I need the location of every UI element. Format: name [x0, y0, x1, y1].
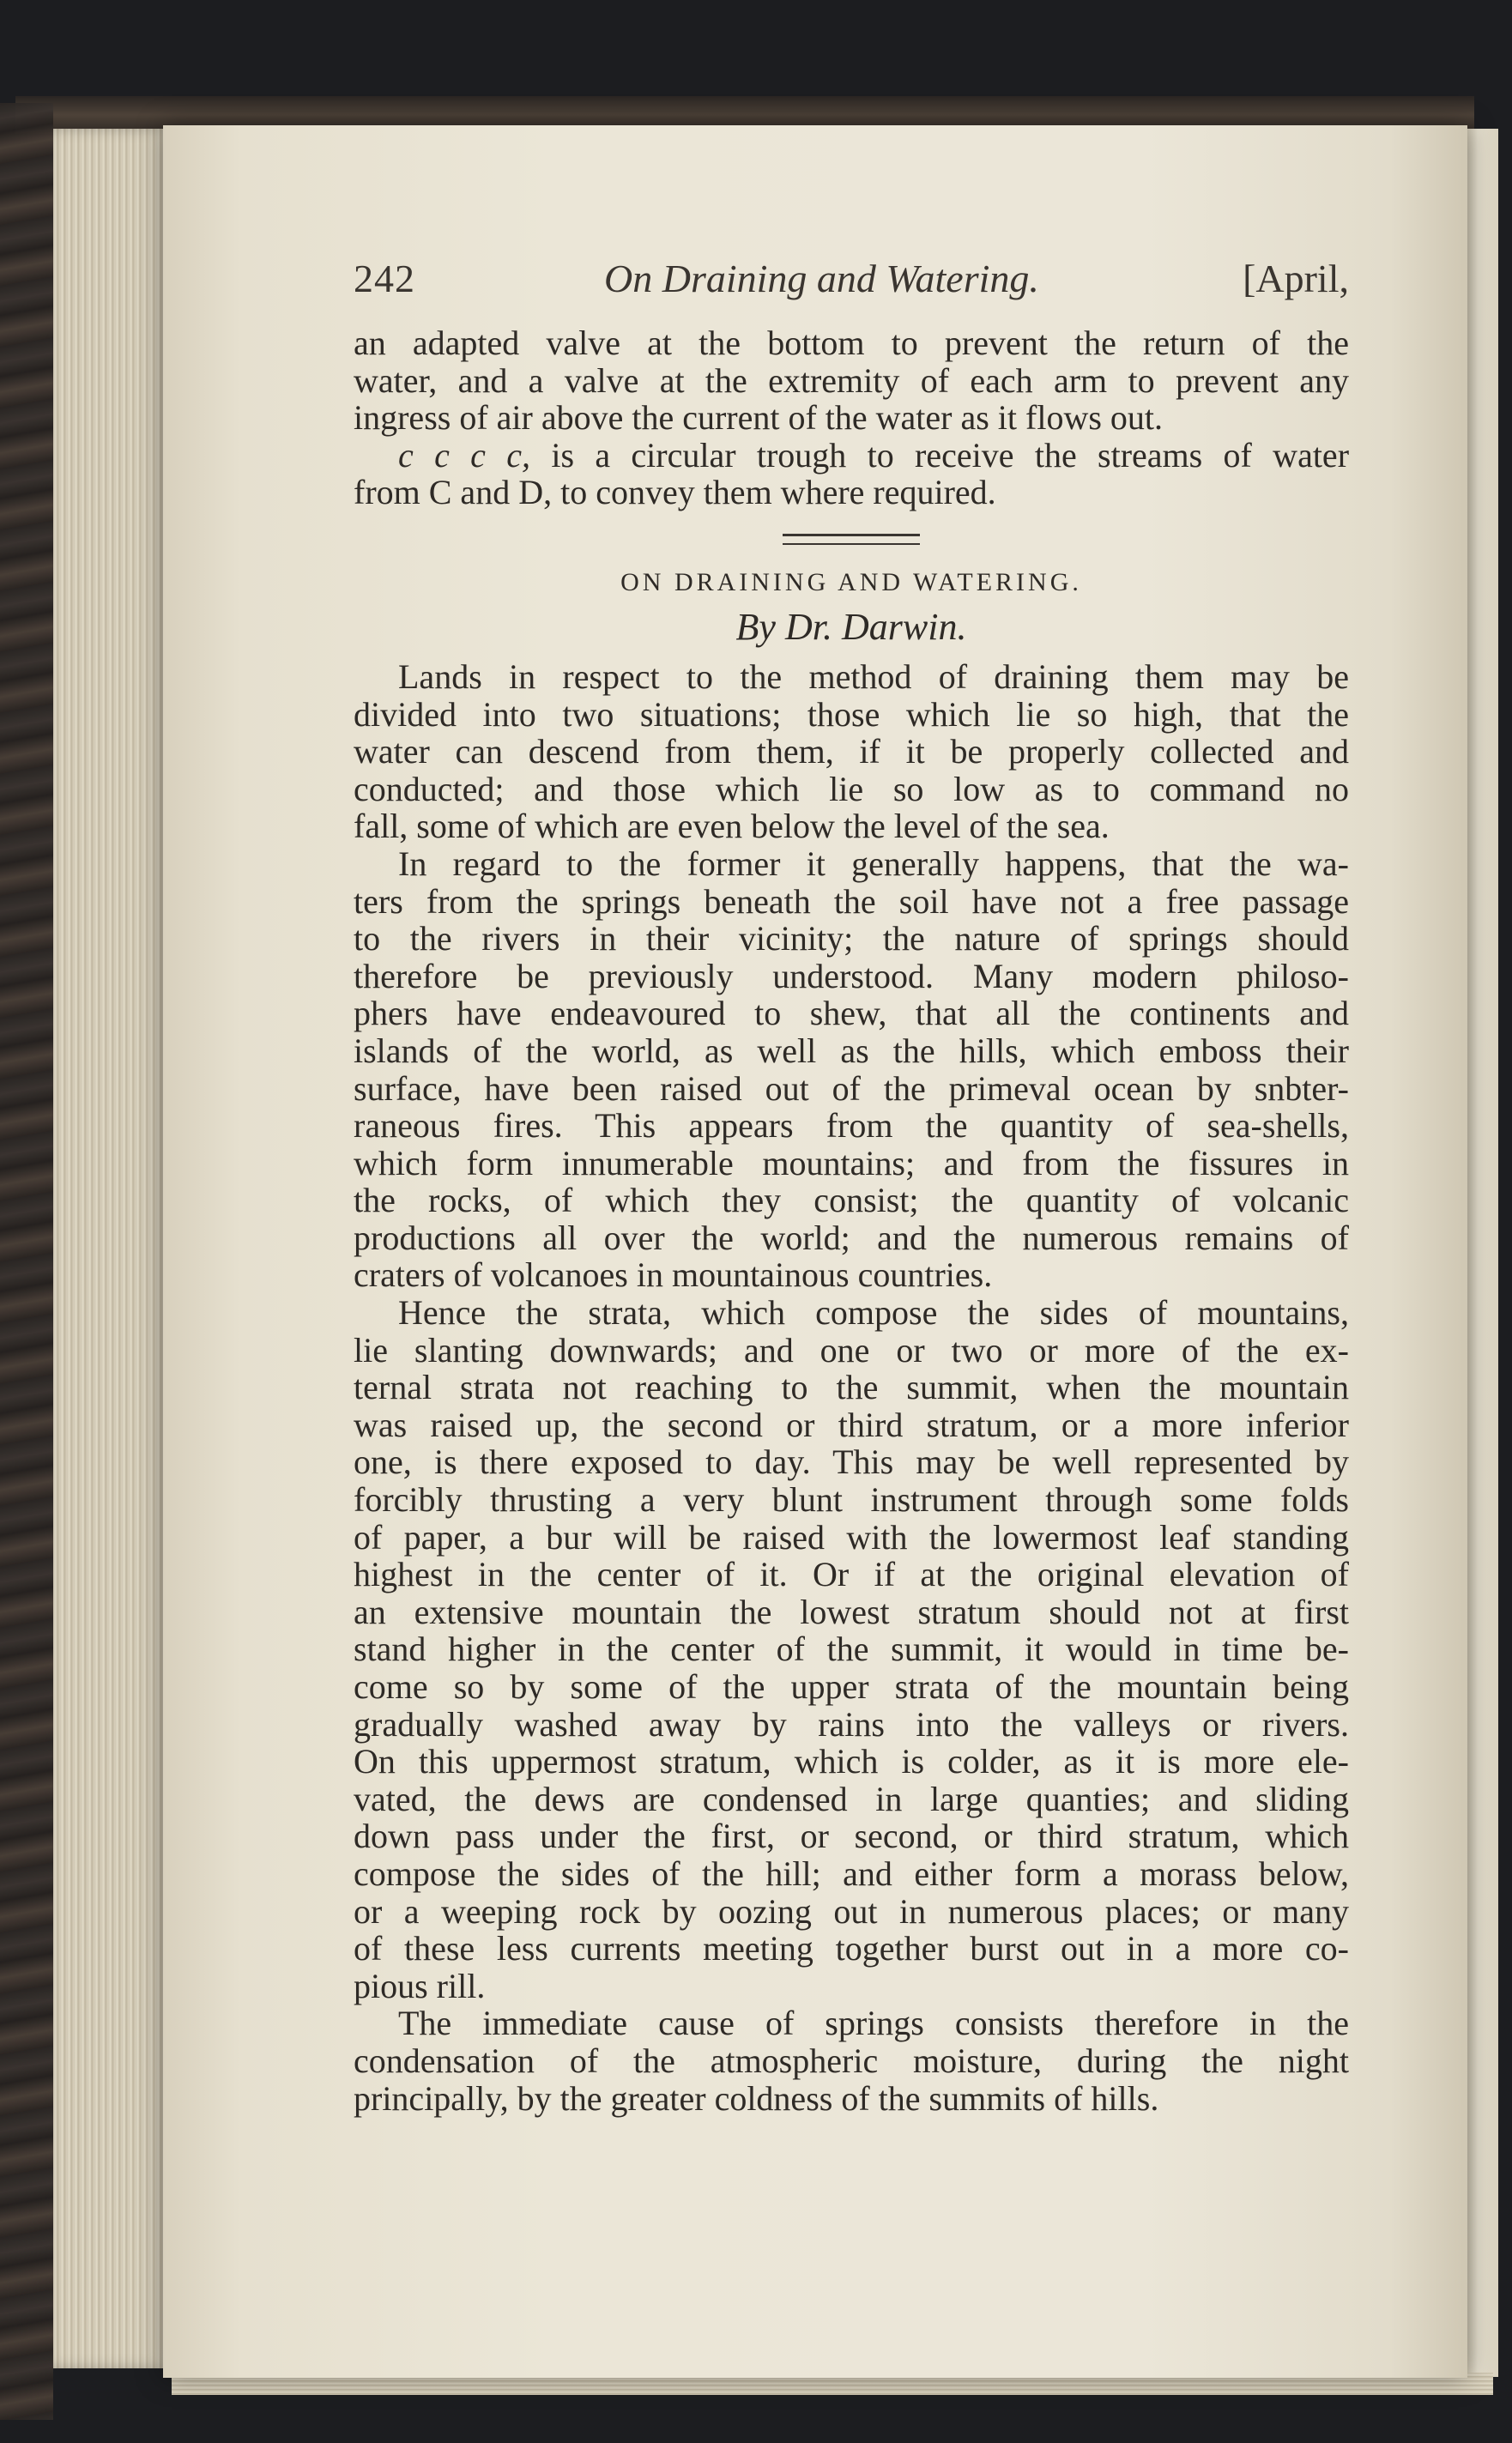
text-line: Hence the strata, which compose the sides of mountains,: [398, 1293, 1349, 1333]
paragraph: [354, 845, 1349, 1294]
text-line: gradually washed away by rains into the valleys or rivers.: [354, 1704, 1349, 1744]
text-line: compose the sides of the hill; and either form a morass below,: [354, 1853, 1349, 1893]
text-line: divided into two situations; those which lie so high, that the: [354, 694, 1349, 734]
paragraph: [354, 658, 1349, 845]
text-line: condensation of the atmospheric moisture, during the night: [354, 2041, 1349, 2080]
text-line: an extensive mountain the lowest stratum should not at first: [354, 1592, 1349, 1631]
page-number: 242: [354, 257, 415, 300]
text-line: [354, 437, 1349, 475]
text-line: principally, by the greater coldness of the summits of hills.: [354, 2078, 1159, 2118]
text-line: In regard to the former it generally happens, that the wa-: [398, 844, 1349, 883]
text-line: was raised up, the second or third stratum, or a more inferior: [354, 1405, 1349, 1444]
text-line: of paper, a bur will be raised with the lowermost leaf standing: [354, 1517, 1349, 1557]
text-line: productions all over the world; and the numerous remains of: [354, 1218, 1349, 1257]
text-line: an adapted valve at the bottom to prevent the return of the: [354, 324, 1349, 362]
section-title: ON DRAINING AND WATERING.: [620, 567, 1082, 596]
text-line: ingress of air above the current of the water as it flows out.: [354, 398, 1164, 438]
intro-paragraph: [354, 324, 1349, 437]
running-head: [354, 249, 1349, 309]
text-line: lie slanting downwards; and one or two or more of the ex-: [354, 1330, 1349, 1370]
left-page-edges: [53, 129, 173, 2368]
text-line: ternal strata not reaching to the summit, when the mountain: [354, 1368, 1349, 1407]
text-line: or a weeping rock by oozing out in numerous places; or many: [354, 1891, 1349, 1931]
text-line: phers have endeavoured to shew, that all the continents and: [354, 994, 1349, 1033]
section-byline: By Dr. Darwin.: [735, 605, 967, 648]
text-line: highest in the center of it. Or if at the original elevation of: [354, 1555, 1349, 1594]
right-page-edge: [1464, 129, 1498, 2377]
text-line: craters of volcanoes in mountainous countries.: [354, 1255, 993, 1295]
text-line: to the rivers in their vicinity; the nature of springs should: [354, 919, 1349, 958]
running-month: [April,: [1243, 257, 1349, 300]
text-line: one, is there exposed to day. This may be well represented by: [354, 1442, 1349, 1482]
text-line: of these less currents meeting together burst out in a more co-: [354, 1929, 1349, 1968]
text-line: vated, the dews are condensed in large quanties; and sliding: [354, 1779, 1349, 1818]
cccc-line-text: is a circular trough to receive the streams of water: [551, 435, 1350, 475]
text-line: water, and a valve at the extremity of each arm to prevent any: [354, 360, 1349, 400]
text-line: surface, have been raised out of the primeval ocean by snbter-: [354, 1068, 1349, 1108]
text-line: water can descend from them, if it be properly collected and: [354, 732, 1349, 771]
text-line: pious rill.: [354, 1966, 486, 2005]
book-binding: [0, 103, 53, 2420]
text-line: The immediate cause of springs consists therefore in the: [398, 2004, 1349, 2043]
text-line: conducted; and those which lie so low as to command no: [354, 769, 1349, 808]
text-line: down pass under the first, or second, or third stratum, which: [354, 1817, 1349, 1856]
text-line: the rocks, of which they consist; the quantity of volcanic: [354, 1181, 1349, 1220]
text-line: raneous fires. This appears from the quantity of sea-shells,: [354, 1106, 1349, 1146]
page-text: [354, 249, 1349, 2117]
running-title: On Draining and Watering.: [604, 257, 1039, 300]
text-line: On this uppermost stratum, which is colder, as it is more ele-: [354, 1742, 1349, 1781]
cccc-label: c c c c,: [398, 435, 530, 475]
text-line: ters from the springs beneath the soil have not a free passage: [354, 881, 1349, 921]
paragraph: [354, 1294, 1349, 2005]
text-line: forcibly thrusting a very blunt instrument through some folds: [354, 1480, 1349, 1520]
cccc-paragraph: [354, 437, 1349, 511]
text-line: which form innumerable mountains; and from the fissures in: [354, 1143, 1349, 1182]
text-line: from C and D, to convey them where required.: [354, 473, 996, 512]
text-line: Lands in respect to the method of draining them may be: [398, 656, 1349, 696]
text-line: come so by some of the upper strata of the mountain being: [354, 1667, 1349, 1706]
section-divider: [783, 534, 920, 545]
text-line: islands of the world, as well as the hills, which emboss their: [354, 1031, 1349, 1070]
text-line: stand higher in the center of the summit, it would in time be-: [354, 1630, 1349, 1669]
paragraph: [354, 2005, 1349, 2117]
text-line: therefore be previously understood. Many modern philoso-: [354, 956, 1349, 995]
text-line: fall, some of which are even below the level of the sea.: [354, 807, 1110, 846]
